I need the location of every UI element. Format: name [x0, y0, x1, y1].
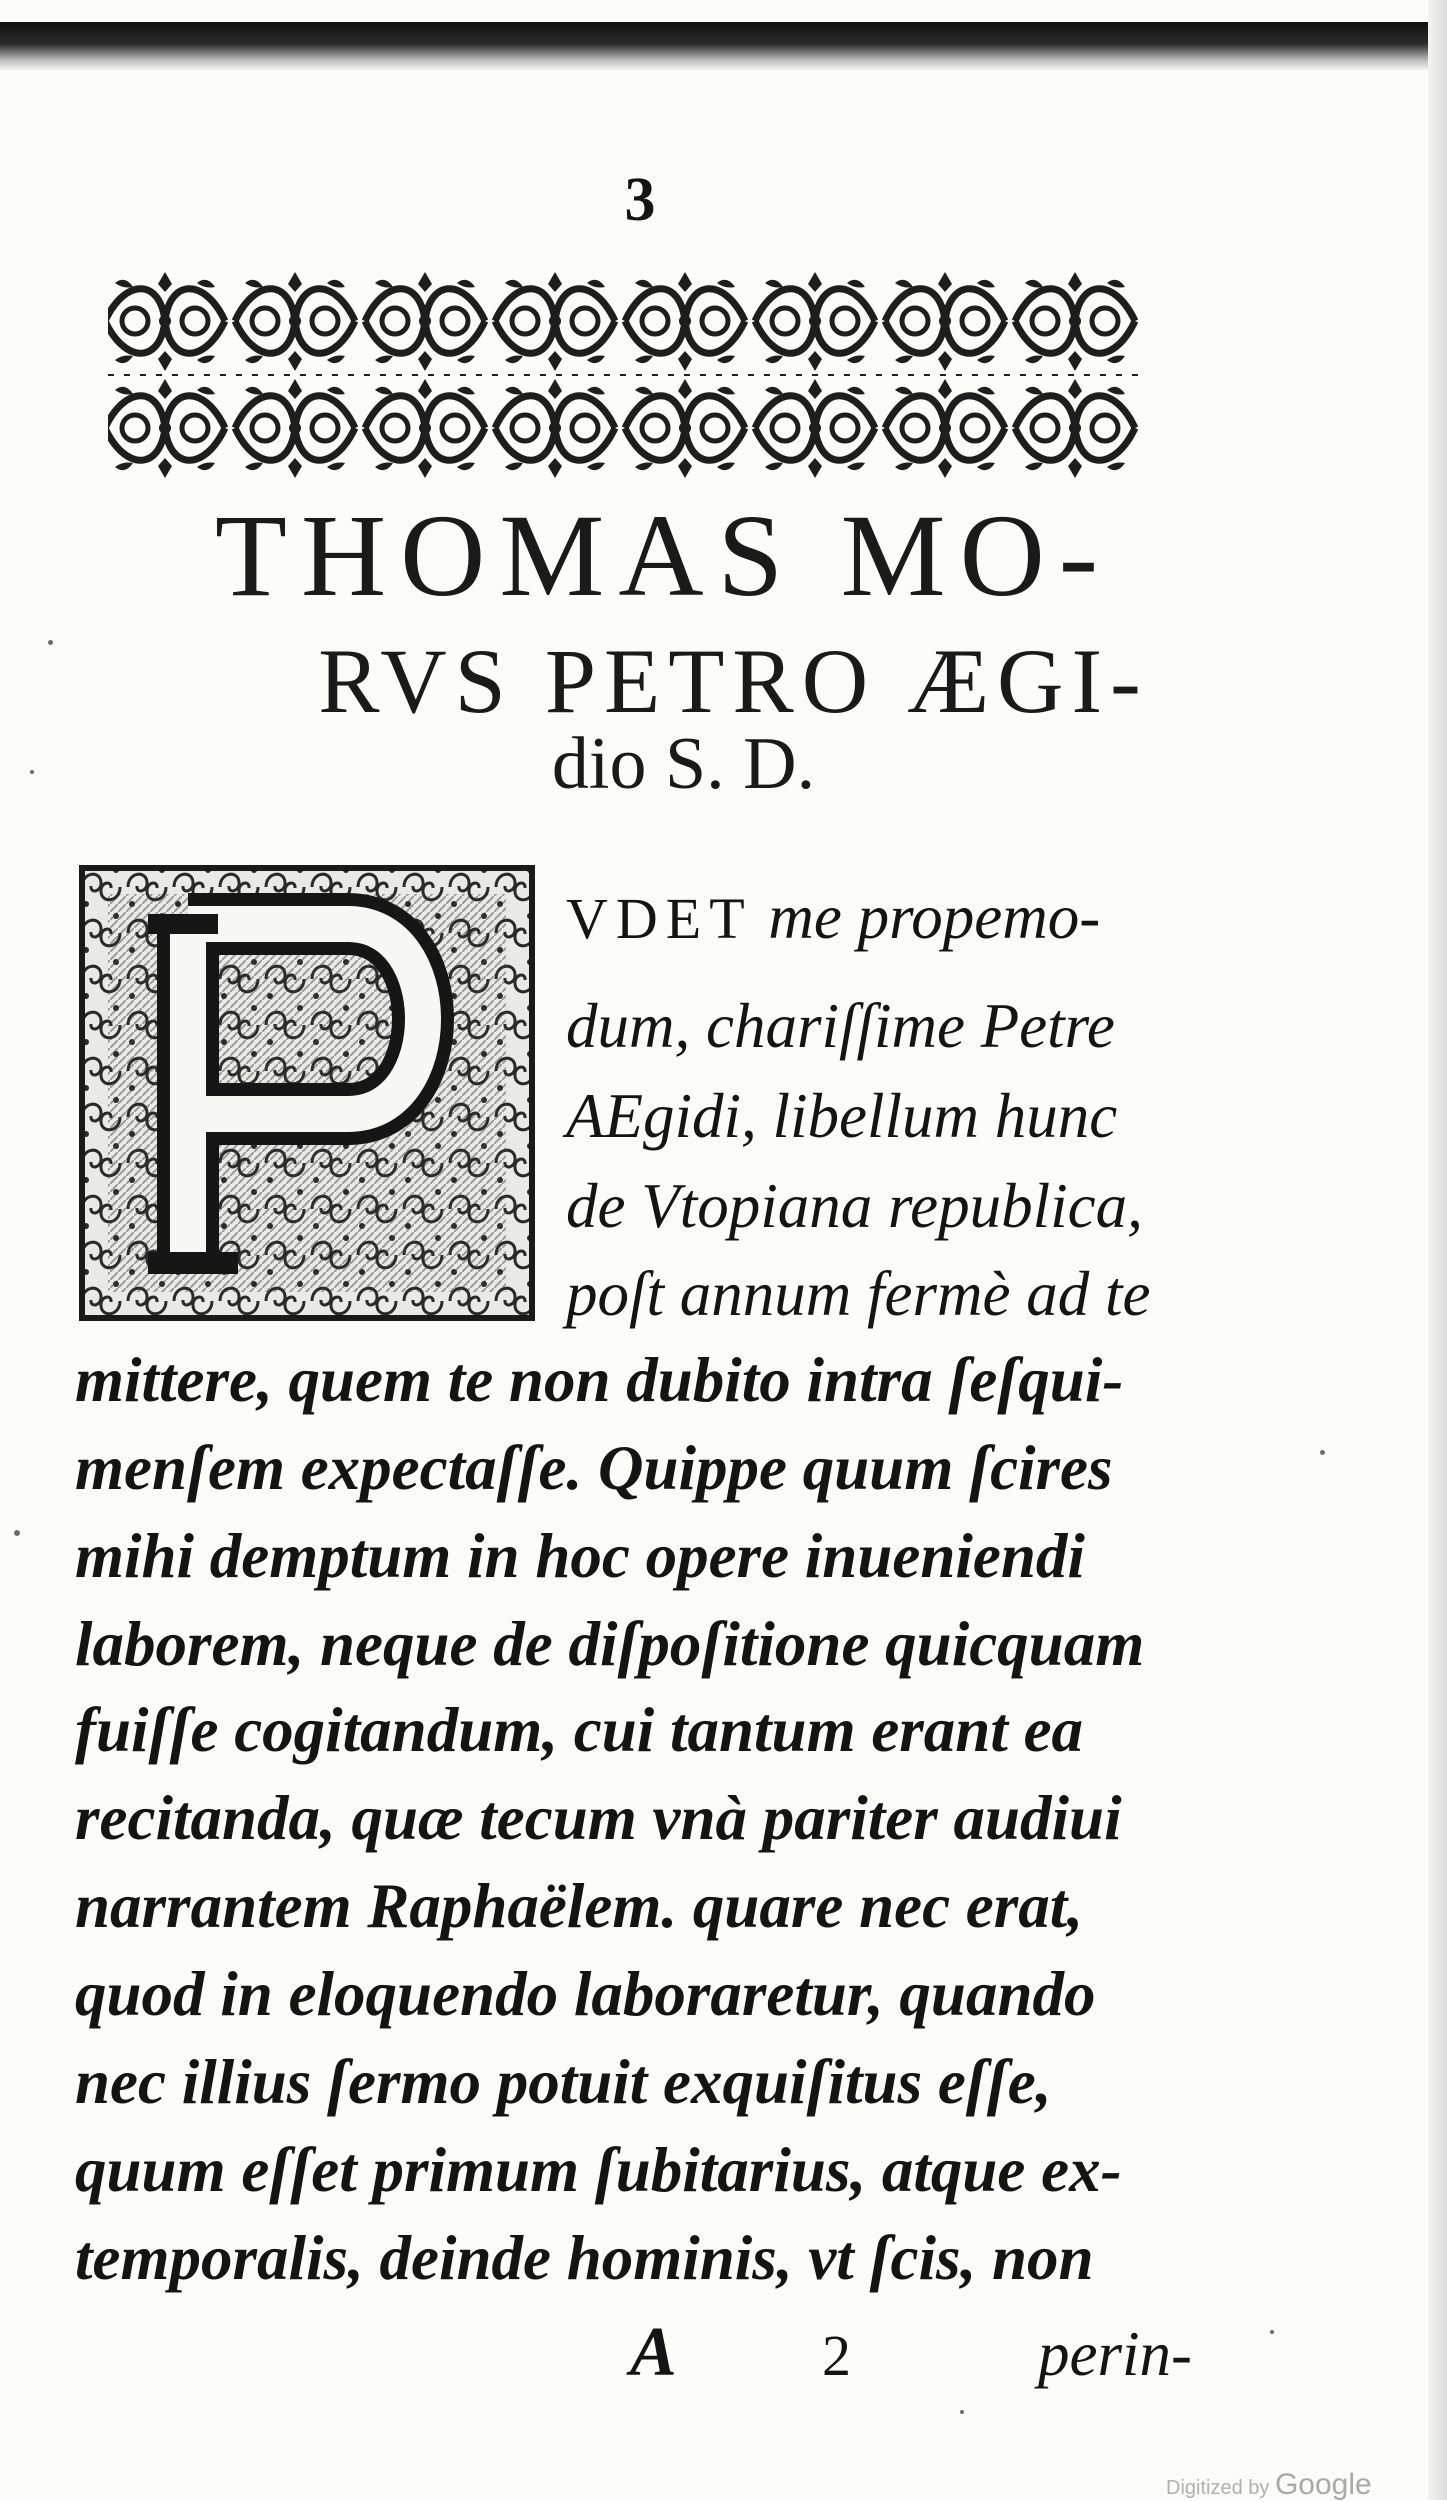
text-line-15: temporalis, deinde hominis, vt ſcis, non — [75, 2223, 1094, 2293]
paper-speck — [960, 2410, 964, 2414]
page-top-edge — [0, 22, 1447, 70]
text-line-10: recitanda, quæ tecum vnà pariter audiui — [75, 1783, 1122, 1853]
text-line-7: mihi demptum in hoc opere inueniendi — [75, 1521, 1085, 1591]
text-line-2: AEgidi, libellum hunc — [566, 1081, 1118, 1151]
signature-mark: A — [630, 2314, 677, 2391]
opening-rest: me propemo- — [768, 882, 1101, 952]
text-line-8: laborem, neque de diſpoſitione quicquam — [75, 1609, 1145, 1679]
paper-speck — [48, 640, 53, 645]
paper-speck — [1320, 1450, 1325, 1455]
text-line-13: nec illius ſermo potuit exquiſitus eſſe, — [75, 2047, 1052, 2117]
text-line-6: menſem expectaſſe. Quippe quum ſcires — [75, 1433, 1113, 1503]
text-line-11: narrantem Raphaëlem. quare nec erat, — [75, 1871, 1084, 1941]
signature-number: 2 — [822, 2323, 851, 2388]
title-line-1: THOMAS MO- — [214, 490, 1113, 621]
title-line-3: dio S. D. — [551, 723, 816, 805]
page-number: 3 — [624, 166, 656, 234]
decorated-initial — [78, 864, 536, 1322]
paper-speck — [1270, 2330, 1274, 2334]
opening-line — [566, 875, 1100, 961]
catchword: perin- — [1038, 2319, 1192, 2389]
text-line-4: poſt annum fermè ad te — [566, 1259, 1151, 1329]
text-line-14: quum eſſet primum ſubitarius, atque ex- — [75, 2135, 1122, 2205]
text-line-5: mittere, quem te non dubito intra ſeſqui- — [75, 1345, 1124, 1415]
text-line-1: dum, chariſſime Petre — [566, 991, 1115, 1061]
drop-cap-letter — [78, 864, 536, 1322]
digitized-prefix: Digitized by — [1166, 2477, 1270, 2499]
ornamental-headpiece — [100, 268, 1145, 483]
page-right-edge — [1428, 0, 1447, 2500]
text-line-12: quod in eloquendo laboraretur, quando — [75, 1959, 1096, 2029]
title-line-2: RVS PETRO ÆGI- — [318, 630, 1149, 732]
text-line-3: de Vtopiana republica, — [566, 1171, 1143, 1241]
digitized-brand: Google — [1274, 2468, 1372, 2501]
paper-speck — [14, 1530, 20, 1536]
paper-speck — [30, 770, 34, 774]
text-line-9: fuiſſe cogitandum, cui tantum erant ea — [75, 1695, 1084, 1765]
digitized-watermark — [1166, 2468, 1372, 2502]
opening-small-caps: VDET — [566, 886, 753, 951]
